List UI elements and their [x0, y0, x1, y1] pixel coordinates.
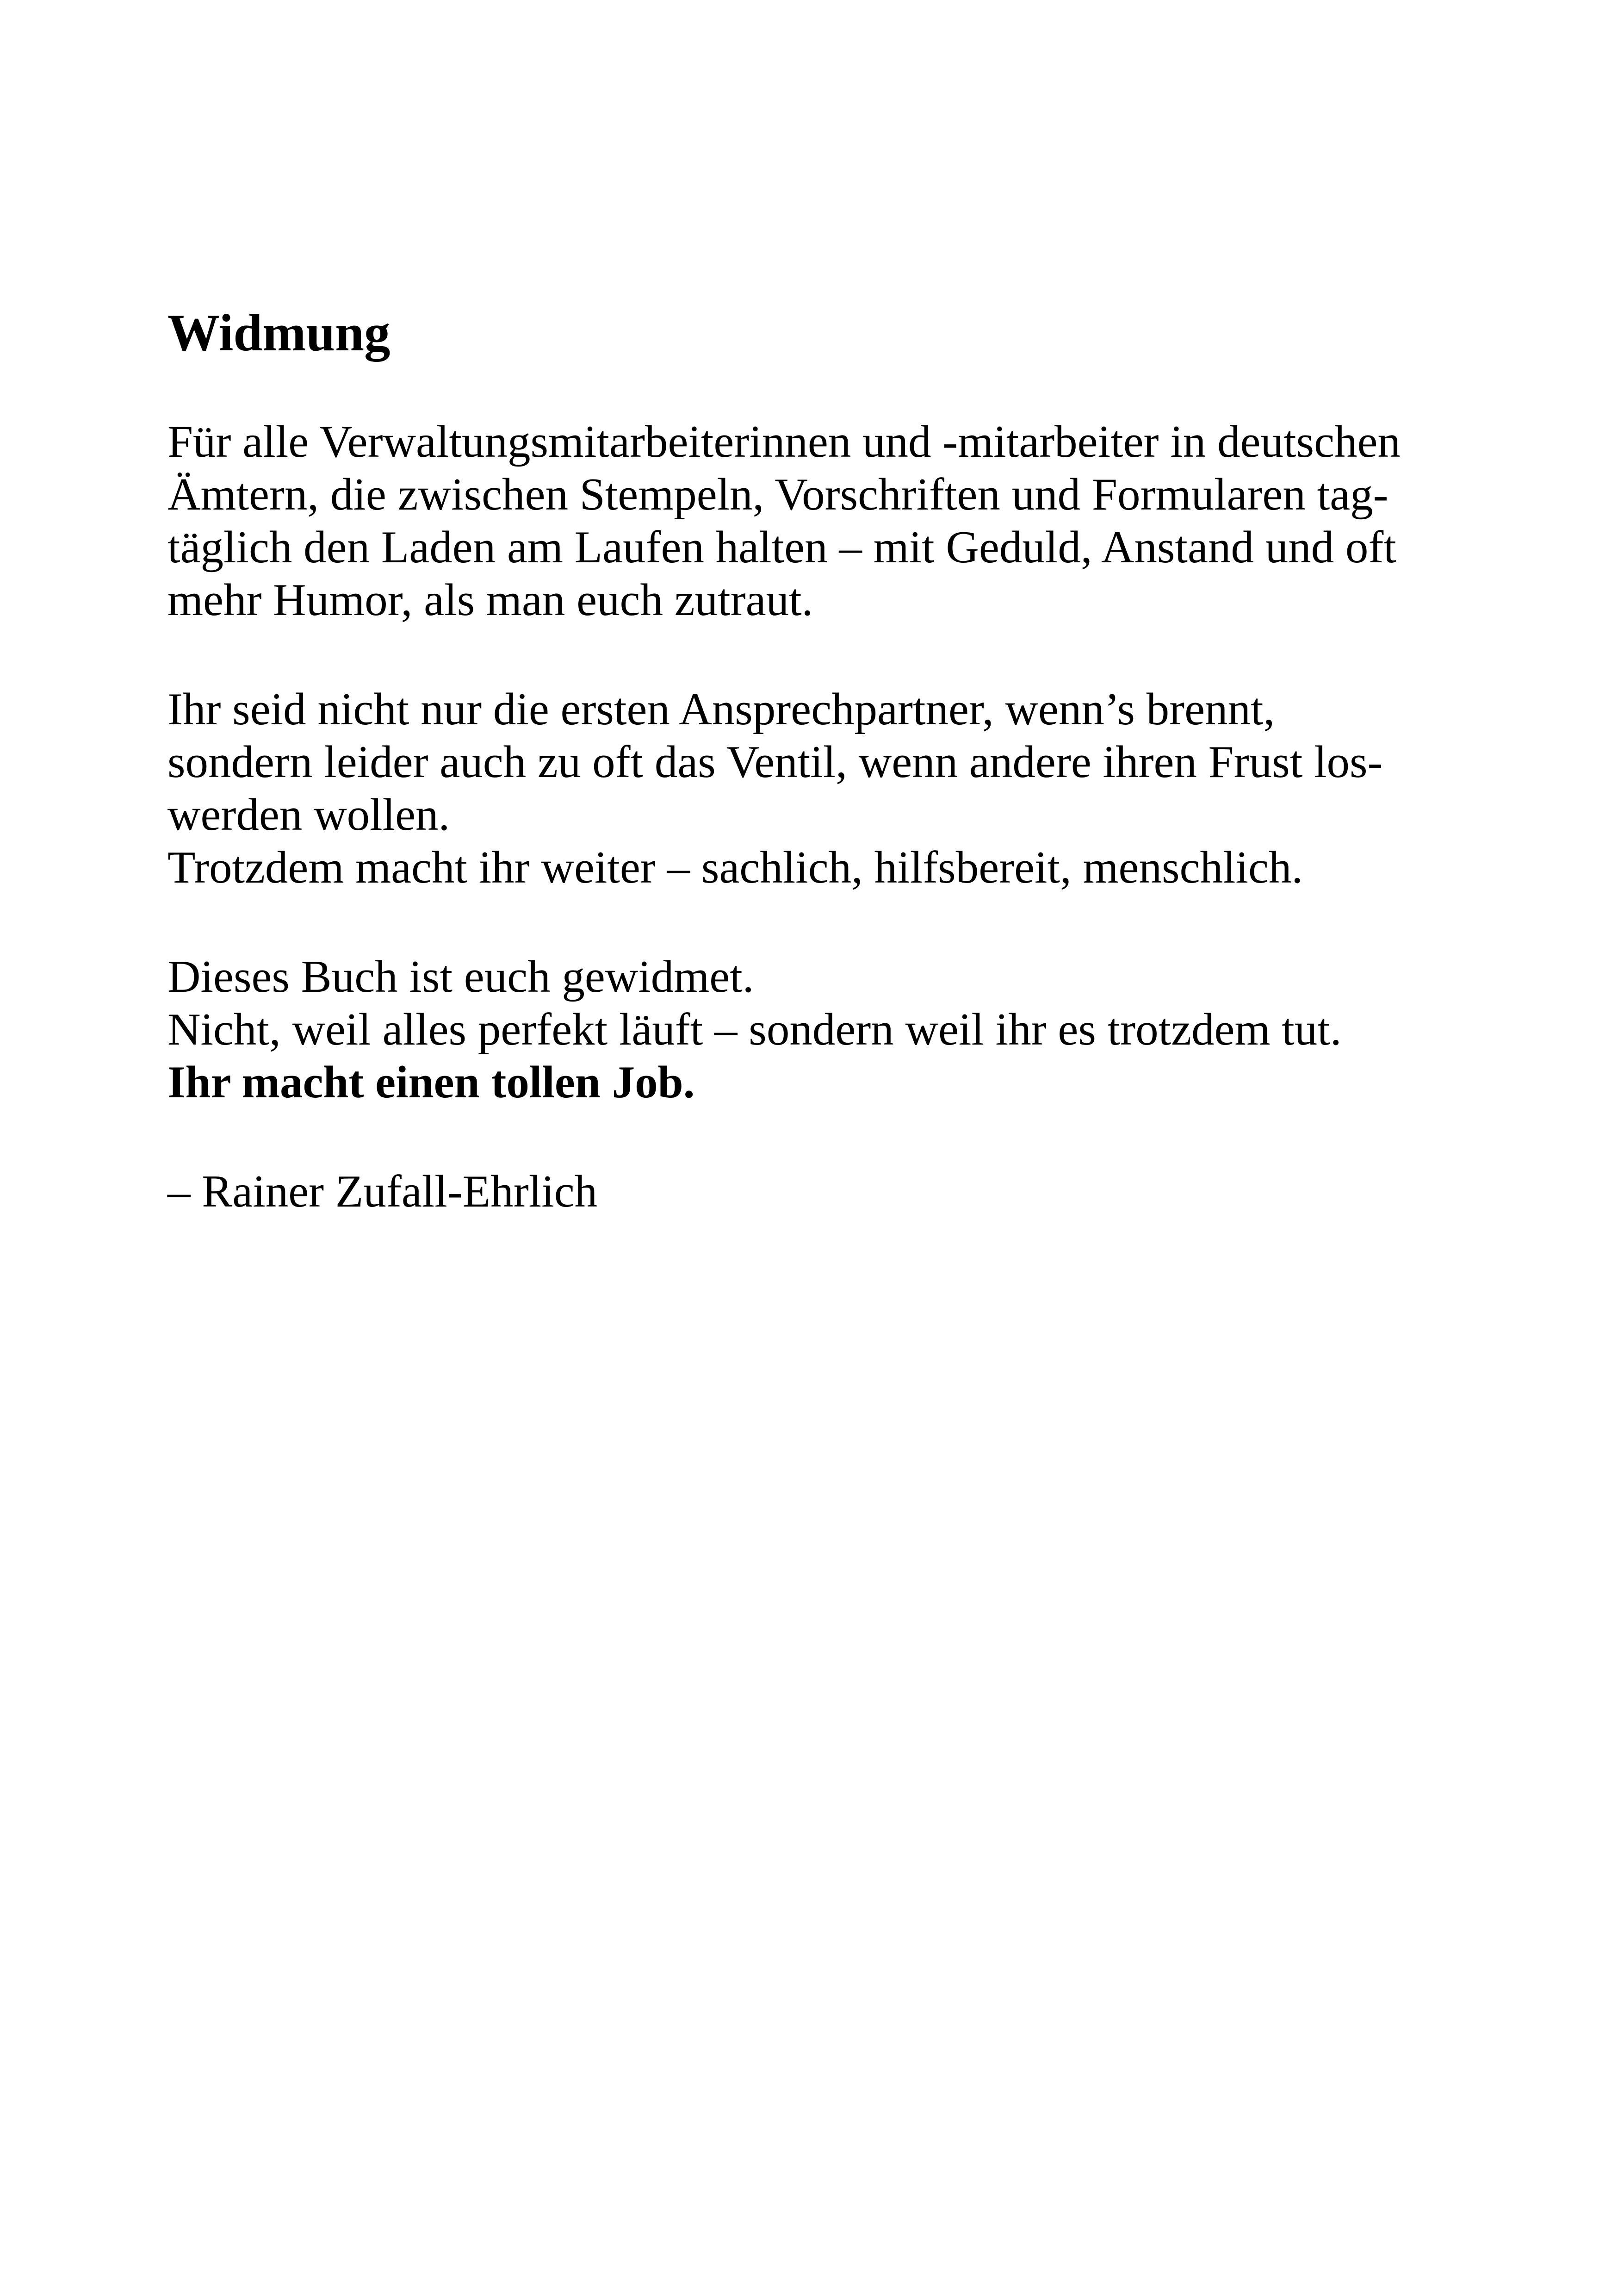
paragraph-1: [167, 416, 1491, 627]
text-line: Trotzdem macht ihr weiter – sachlich, hilfsbereit, menschlich.: [167, 842, 1303, 893]
signature-block: [167, 1165, 1491, 1218]
signature: – Rainer Zufall-Ehrlich: [167, 1166, 598, 1217]
text-line: Nicht, weil alles perfekt läuft – sondern weil ihr es trotzdem tut.: [167, 1004, 1342, 1055]
page-title: Widmung: [167, 304, 391, 362]
text-line: täglich den Laden am Laufen halten – mit Geduld, Anstand und oft: [167, 522, 1396, 572]
text-line: Für alle Verwaltungsmitarbeiterinnen und -mitarbeiter in deutschen: [167, 417, 1401, 467]
text-line: sondern leider auch zu oft das Ventil, wenn andere ihren Frust los-: [167, 737, 1383, 787]
text-line: werden wollen.: [167, 790, 450, 840]
closing-bold-line: Ihr macht einen tollen Job.: [167, 1057, 695, 1108]
text-line: mehr Humor, als man euch zutraut.: [167, 575, 813, 625]
dedication-content: [167, 301, 1491, 1275]
text-line: Dieses Buch ist euch gewidmet.: [167, 952, 754, 1002]
paragraph-3: [167, 951, 1491, 1109]
text-line: Ihr seid nicht nur die ersten Ansprechpartner, wenn’s brennt,: [167, 684, 1275, 734]
paragraph-2: [167, 683, 1491, 894]
text-line: Ämtern, die zwischen Stempeln, Vorschriften und Formularen tag-: [167, 469, 1389, 520]
